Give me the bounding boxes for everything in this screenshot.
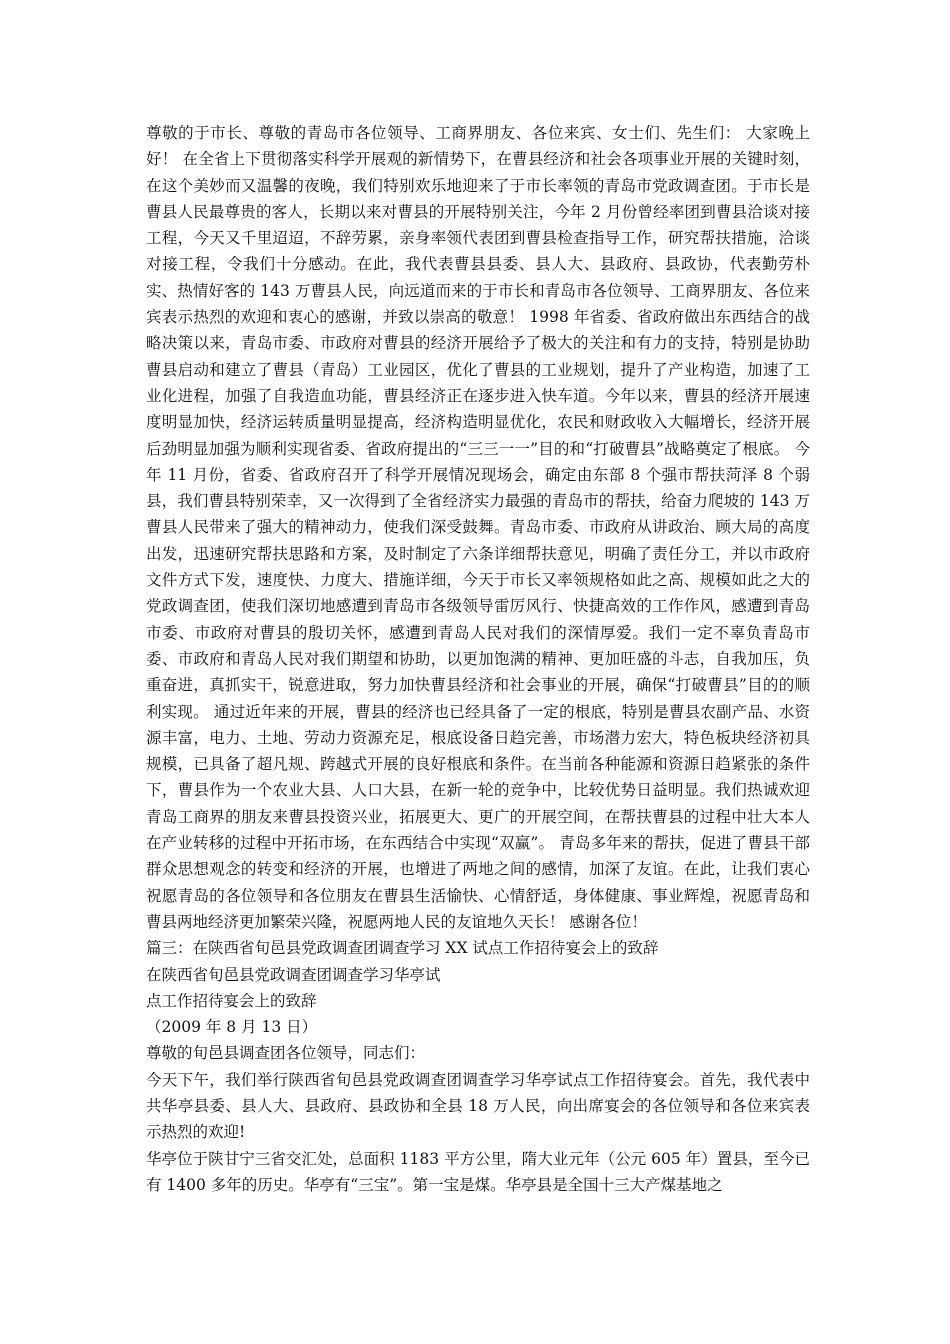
speech-paragraph: 尊敬的于市长、尊敬的青岛市各位领导、工商界朋友、各位来宾、女士们、先生们： 大家晚上好！ 在全省上下贯彻落实科学开展观的新情势下，在曹县经济和社会各项事业开展的关键时刻，在这个美妙而又温馨的夜晚，我们特别欢乐地迎来了于市长率领的青岛市党政调查团。于市长是曹县人民最尊贵的客人，长期以来对曹县的开展特别关注，今年 2 月份曾经率团到曹县洽谈对接工程，今天又千里迢迢，不辞劳累，亲身率领代表团到曹县检查指导工作，研究帮扶措施，洽谈对接工程，令我们十分感动。在此，我代表曹县县委、县人大、县政府、县政协，代表勤劳朴实、热情好客的 143 万曹县人民，向远道而来的于市长和青岛市各位领导、工商界朋友、各位来宾表示热烈的欢迎和衷心的感谢，并致以崇高的敬意！ 1998 年省委、省政府做出东西结合的战略决策以来，青岛市委、市政府对曹县的经济开展给予了极大的关注和有力的支持，特别是协助曹县启动和建立了曹县（青岛）工业园区，优化了曹县的工业规划，提升了产业构造，加速了工业化进程，加强了自我造血功能，曹县经济正在逐步进入快车道。今年以来，曹县的经济开展速度明显加快，经济运转质量明显提高，经济构造明显优化，农民和财政收入大幅增长，经济开展后劲明显加强为顺利实现省委、省政府提出的“三三一一”目的和“打破曹县”战略奠定了根底。 今年 11 月份，省委、省政府召开了科学开展情况现场会，确定由东部 8 个强市帮扶菏泽 8 个弱县，我们曹县特别荣幸，又一次得到了全省经济实力最强的青岛市的帮扶，给奋力爬坡的 143 万曹县人民带来了强大的精神动力，使我们深受鼓舞。青岛市委、市政府从讲政治、顾大局的高度出发，迅速研究帮扶思路和方案，及时制定了六条详细帮扶意见，明确了责任分工，并以市政府文件方式下发，速度快、力度大、措施详细，今天于市长又率领规格如此之高、规模如此之大的党政调查团，使我们深切地感遭到青岛市各级领导雷厉风行、快捷高效的工作作风，感遭到青岛市委、市政府对曹县的殷切关怀，感遭到青岛人民对我们的深情厚爱。我们一定不辜负青岛市委、市政府和青岛人民对我们期望和协助，以更加饱满的精神、更加旺盛的斗志，自我加压，负重奋进，真抓实干，锐意进取，努力加快曹县经济和社会事业的开展，确保“打破曹县”目的的顺利实现。 通过近年来的开展，曹县的经济也已经具备了一定的根底，特别是曹县农副产品、水资源丰富，电力、土地、劳动力资源充足，根底设备日趋完善，市场潜力宏大，特色板块经济初具规模，已具备了超凡规、跨越式开展的良好根底和条件。在当前各种能源和资源日趋紧张的条件下，曹县作为一个农业大县、人口大县，在新一轮的竞争中，比较优势日益明显。我们热诚欢迎青岛工商界的朋友来曹县投资兴业，拓展更大、更广的开展空间，在帮扶曹县的过程中壮大本人在产业转移的过程中开拓市场，在东西结合中实现“双赢”。 青岛多年来的帮扶，促进了曹县干部群众思想观念的转变和经济的开展，也增进了两地之间的感情，加深了友谊。在此，让我们衷心祝愿青岛的各位领导和各位朋友在曹县生活愉快、心情舒适，身体健康、事业辉煌，祝愿青岛和曹县两地经济更加繁荣兴隆，祝愿两地人民的友谊地久天长！ 感谢各位！	[146, 124, 810, 931]
speech-paragraph: 今天下午，我们举行陕西省旬邑县党政调查团调查学习华亭试点工作招待宴会。首先，我代表中共华亭县委、县人大、县政府、县政协和全县 18 万人民，向出席宴会的各位领导和各位来宾表示热烈的欢迎!	[146, 1070, 810, 1142]
speech-paragraph: 华亭位于陕甘宁三省交汇处，总面积 1183 平方公里，隋大业元年（公元 605 年）置县，至今已有 1400 多年的历史。华亭有“三宝”。第一宝是煤。华亭县是全国十三大产煤基地之	[146, 1149, 810, 1194]
section-title: 篇三：在陕西省旬邑县党政调查团调查学习 XX 试点工作招待宴会上的致辞	[146, 939, 659, 958]
document-page	[146, 120, 810, 1198]
speech-title-line-2: 点工作招待宴会上的致辞	[146, 991, 317, 1010]
speech-title-line-1: 在陕西省旬邑县党政调查团调查学习华亭试	[146, 965, 441, 984]
speech-salutation: 尊敬的旬邑县调查团各位领导，同志们：	[146, 1044, 426, 1063]
speech-date: （2009 年 8 月 13 日）	[146, 1018, 318, 1037]
